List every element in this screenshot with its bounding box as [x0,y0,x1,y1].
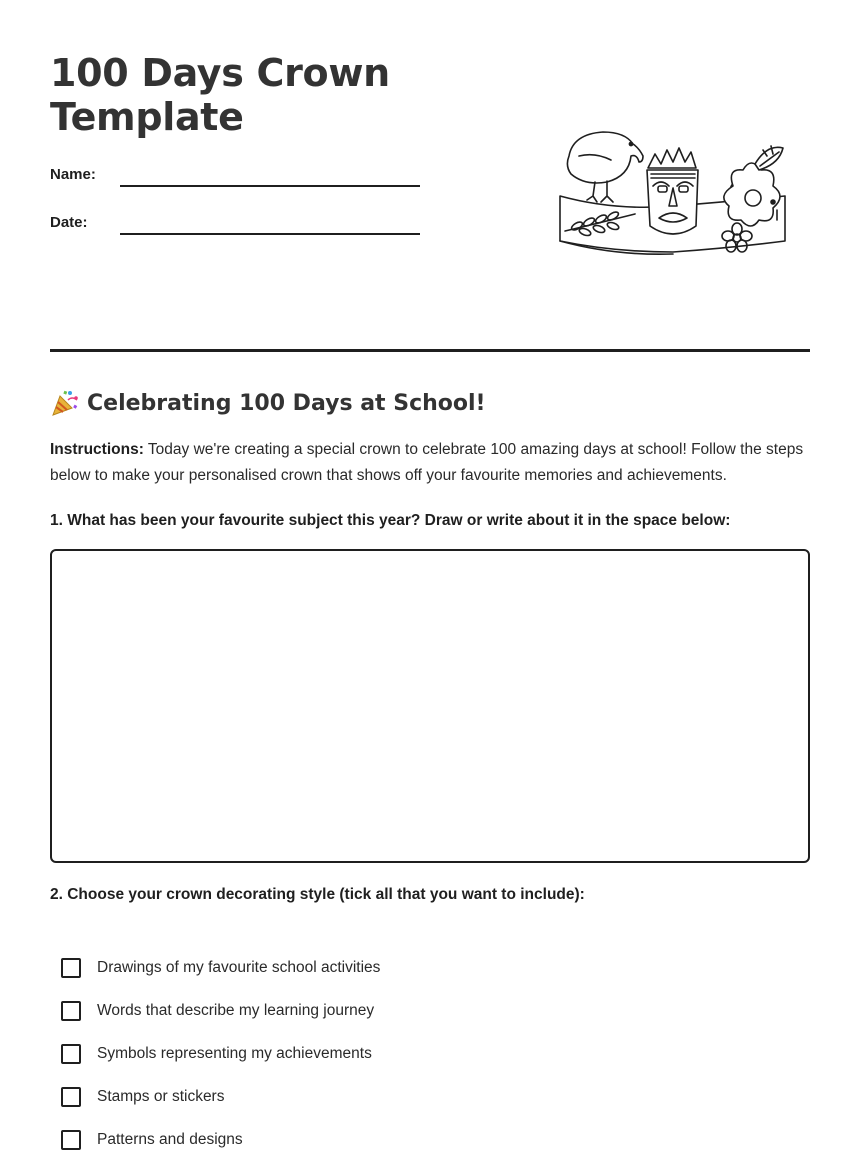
date-field[interactable] [50,205,420,235]
question-1: 1. What has been your favourite subject this year? Draw or write about it in the space below: [50,512,731,529]
worksheet-page [50,0,810,1161]
checklist-item[interactable] [60,1032,380,1075]
page-title: 100 Days Crown Template [50,51,390,139]
date-write-line[interactable] [120,233,420,235]
checkbox[interactable] [61,958,81,978]
name-label: Name: [50,166,96,183]
section-heading-text: Celebrating 100 Days at School! [87,390,486,416]
checklist-label: Symbols representing my achievements [97,1044,372,1062]
checklist-label: Words that describe my learning journey [97,1001,375,1019]
party-popper-icon [50,388,80,418]
checklist-item[interactable] [60,1118,380,1161]
instructions-paragraph [50,437,810,489]
checklist-label: Stamps or stickers [97,1087,225,1105]
date-label: Date: [50,214,88,231]
favourite-subject-drawing-area[interactable] [50,549,810,863]
instructions-text: Today we're creating a special crown to celebrate 100 amazing days at school! Follow the steps below to make your personalised crown that shows off your favourite memories and achievements. [50,441,804,484]
checkbox[interactable] [61,1130,81,1150]
checklist-label: Patterns and designs [97,1130,243,1148]
checkbox[interactable] [61,1044,81,1064]
name-field[interactable] [50,157,420,187]
question-2: 2. Choose your crown decorating style (tick all that you want to include): [50,886,585,903]
name-write-line[interactable] [120,185,420,187]
section-divider [50,349,810,352]
decorating-style-checklist [60,946,380,1161]
checklist-item[interactable] [60,946,380,989]
section-heading [50,386,486,420]
checkbox[interactable] [61,1087,81,1107]
checklist-item[interactable] [60,1075,380,1118]
checkbox[interactable] [61,1001,81,1021]
crown-illustration [555,126,790,261]
checklist-item[interactable] [60,989,380,1032]
checklist-label: Drawings of my favourite school activities [97,958,381,976]
instructions-label: Instructions: [50,441,144,458]
